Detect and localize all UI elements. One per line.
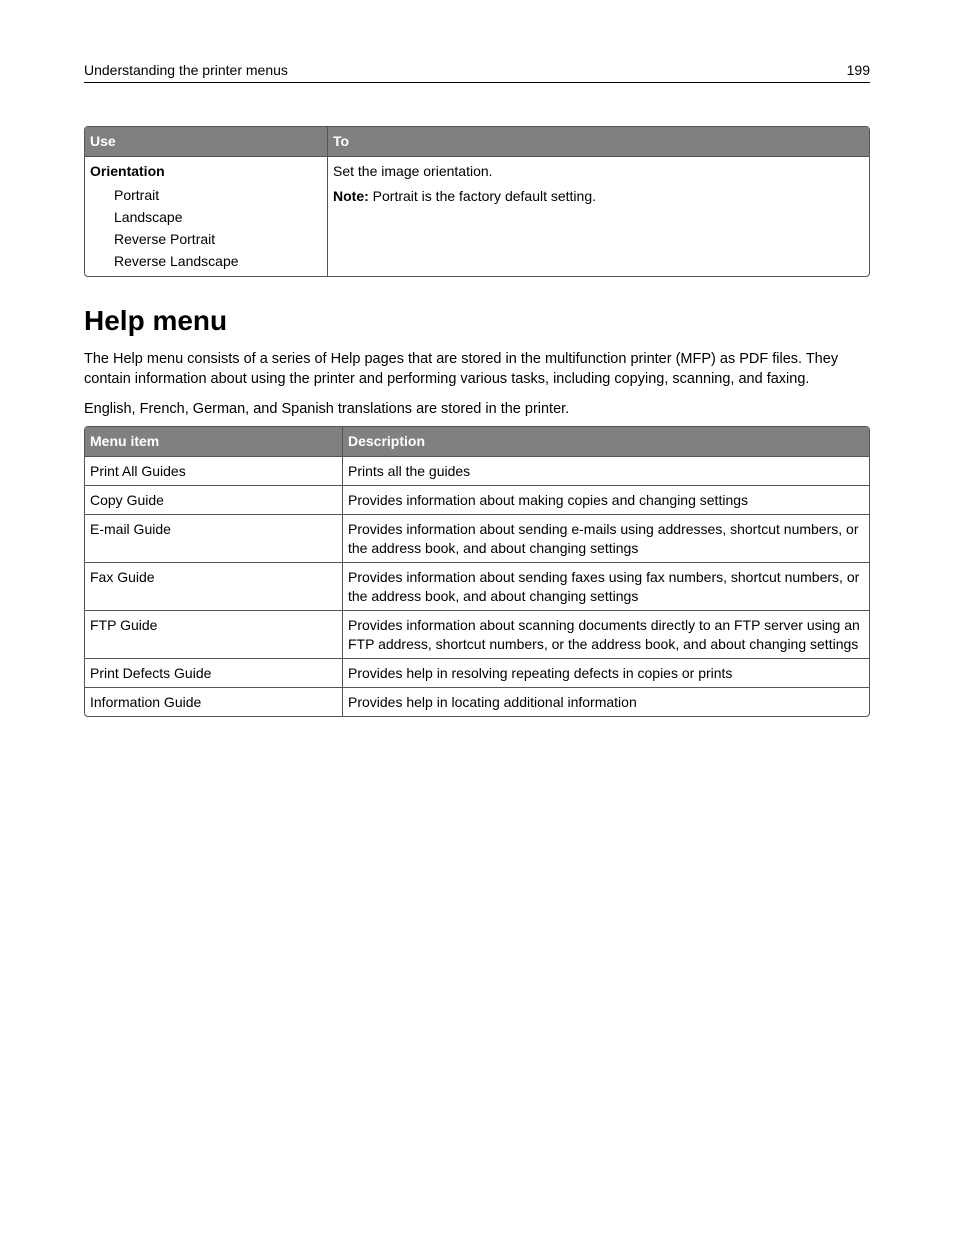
setting-name: Orientation	[90, 163, 165, 179]
option-item: Reverse Landscape	[114, 253, 239, 269]
table-row	[85, 156, 869, 276]
table-header-row	[85, 427, 869, 456]
column-header-to: To	[327, 127, 869, 156]
menu-item-cell: FTP Guide	[85, 610, 342, 658]
table-row	[85, 687, 869, 716]
menu-item-cell: E-mail Guide	[85, 514, 342, 562]
description-cell: Provides information about sending faxes using fax numbers, shortcut numbers, or the address book, and about changing settings	[342, 562, 869, 610]
table-header-row	[85, 127, 869, 156]
translations-paragraph: English, French, German, and Spanish translations are stored in the printer.	[84, 401, 570, 417]
menu-item-cell: Information Guide	[85, 687, 342, 716]
setting-description: Set the image orientation.	[333, 163, 493, 179]
menu-item-cell: Fax Guide	[85, 562, 342, 610]
description-cell: Provides information about scanning documents directly to an FTP server using an FTP address, shortcut numbers, or the address book, and about changing settings	[342, 610, 869, 658]
menu-item-cell: Print Defects Guide	[85, 658, 342, 687]
column-header-description: Description	[342, 427, 869, 456]
menu-item-cell: Print All Guides	[85, 456, 342, 485]
table-row	[85, 562, 869, 610]
orientation-table	[84, 126, 870, 277]
description-cell: Provides information about sending e-mails using addresses, shortcut numbers, or the address book, and about changing settings	[342, 514, 869, 562]
description-cell	[327, 156, 869, 276]
note-text: Portrait is the factory default setting.	[368, 188, 597, 204]
help-menu-table	[84, 426, 870, 717]
section-title: Help menu	[84, 305, 228, 336]
intro-paragraph: The Help menu consists of a series of Help pages that are stored in the multifunction printer (MFP) as PDF files. They contain information about using the printer and performing various tasks, including copying, scanning, and faxing.	[84, 351, 839, 387]
description-cell: Provides information about making copies and changing settings	[342, 485, 869, 514]
column-header-menu-item: Menu item	[85, 427, 342, 456]
table-row	[85, 514, 869, 562]
table-row	[85, 485, 869, 514]
setting-cell	[85, 156, 327, 276]
description-cell: Provides help in resolving repeating defects in copies or prints	[342, 658, 869, 687]
option-item: Landscape	[114, 209, 183, 225]
running-header-title: Understanding the printer menus	[84, 62, 288, 78]
option-item: Portrait	[114, 187, 160, 203]
table-row	[85, 658, 869, 687]
option-item: Reverse Portrait	[114, 231, 216, 247]
column-header-use: Use	[85, 127, 327, 156]
option-list	[90, 184, 322, 272]
description-cell: Prints all the guides	[342, 456, 869, 485]
menu-item-cell: Copy Guide	[85, 485, 342, 514]
table-row	[85, 456, 869, 485]
page-number: 199	[846, 62, 870, 78]
description-cell: Provides help in locating additional information	[342, 687, 869, 716]
running-header	[84, 60, 870, 83]
table-row	[85, 610, 869, 658]
note-label: Note:	[333, 188, 369, 204]
note	[333, 187, 864, 206]
